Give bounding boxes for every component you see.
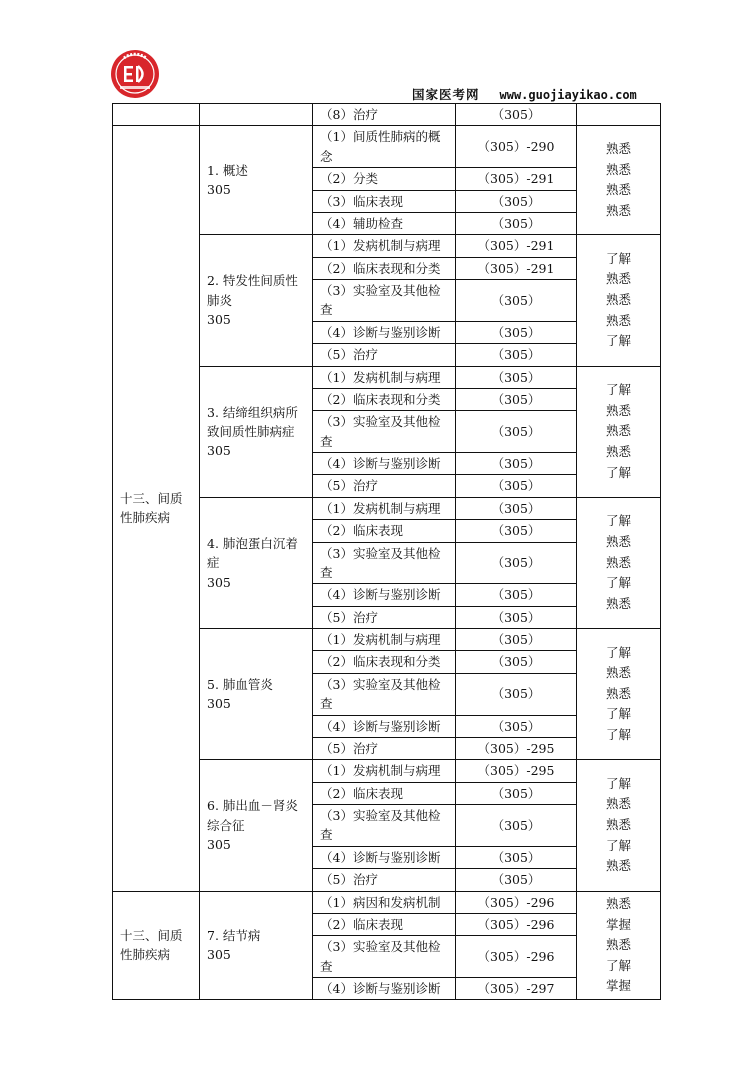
requirement-level: 熟悉 [605,292,631,308]
reference-cell: （305） [456,782,577,804]
unit-title: 十三、间质性肺疾病 [120,491,183,526]
topic-code: 305 [207,837,231,853]
requirement-level: 熟悉 [605,817,631,833]
subtopic-cell: （5）治疗 [313,737,456,759]
topic-cell [200,104,313,126]
subtopic-cell: （3）实验室及其他检查 [313,936,456,978]
reference-cell: （305） [456,715,577,737]
topic-cell [200,366,313,497]
reference-cell: （305） [456,805,577,847]
table-row [113,126,661,168]
requirement-level: 熟悉 [605,202,631,218]
subtopic-cell: （3）实验室及其他检查 [313,411,456,453]
syllabus-table [112,103,661,1000]
requirement-level: 了解 [605,250,631,266]
reference-cell: （305） [456,190,577,212]
topic-title: 5. 肺血管炎 [207,676,273,692]
requirement-level: 了解 [605,575,631,591]
topic-code: 305 [207,312,231,328]
requirement-level: 熟悉 [605,141,631,157]
topic-cell [200,126,313,235]
subtopic-cell: （2）分类 [313,168,456,190]
reference-cell: （305） [456,212,577,234]
requirement-level: 了解 [605,775,631,791]
requirement-level: 熟悉 [605,402,631,418]
topic-title: 3. 结缔组织病所致间质性肺病症 [207,404,298,439]
site-name: 国家医考网 [412,87,480,102]
requirement-level: 了解 [605,727,631,743]
requirement-level: 熟悉 [605,796,631,812]
unit-cell [113,891,200,1000]
subtopic-cell: （3）实验室及其他检查 [313,805,456,847]
requirement-level: 了解 [605,382,631,398]
requirement-level-cell [577,497,661,628]
subtopic-cell: （2）临床表现和分类 [313,257,456,279]
reference-cell: （305）-295 [456,760,577,782]
subtopic-cell: （3）实验室及其他检查 [313,280,456,322]
reference-cell: （305）-296 [456,891,577,913]
requirement-level: 熟悉 [605,271,631,287]
unit-title: 十三、间质性肺疾病 [120,928,183,963]
topic-code: 305 [207,574,231,590]
subtopic-cell: （1）发病机制与病理 [313,760,456,782]
requirement-level: 熟悉 [605,665,631,681]
subtopic-cell: （3）临床表现 [313,190,456,212]
topic-code: 305 [207,443,231,459]
unit-cell [113,104,200,126]
reference-cell: （305） [456,542,577,584]
requirement-level: 熟悉 [605,937,631,953]
requirement-level: 熟悉 [605,685,631,701]
topic-code: 305 [207,696,231,712]
requirement-level: 熟悉 [605,858,631,874]
topic-title: 1. 概述 [207,162,248,178]
subtopic-cell: （4）诊断与鉴别诊断 [313,453,456,475]
topic-cell [200,497,313,628]
topic-code: 305 [207,947,231,963]
subtopic-cell: （5）治疗 [313,344,456,366]
reference-cell: （305）-290 [456,126,577,168]
reference-cell: （305） [456,869,577,891]
requirement-level: 掌握 [605,916,631,932]
subtopic-cell: （3）实验室及其他检查 [313,542,456,584]
table-row [113,891,661,913]
subtopic-cell: （1）发病机制与病理 [313,366,456,388]
subtopic-cell: （4）诊断与鉴别诊断 [313,978,456,1000]
requirement-level: 熟悉 [605,423,631,439]
subtopic-cell: （5）治疗 [313,606,456,628]
requirement-level-cell [577,891,661,1000]
subtopic-cell: （1）发病机制与病理 [313,497,456,519]
subtopic-cell: （8）治疗 [313,104,456,126]
subtopic-cell: （4）辅助检查 [313,212,456,234]
reference-cell: （305） [456,388,577,410]
subtopic-cell: （2）临床表现 [313,913,456,935]
reference-cell: （305）-291 [456,257,577,279]
reference-cell: （305） [456,344,577,366]
reference-cell: （305） [456,520,577,542]
reference-cell: （305）-295 [456,737,577,759]
requirement-level: 熟悉 [605,554,631,570]
site-url[interactable]: www.guojiayikao.com [499,88,637,102]
reference-cell: （305） [456,651,577,673]
requirement-level: 熟悉 [605,161,631,177]
requirement-level-cell [577,126,661,235]
subtopic-cell: （2）临床表现 [313,782,456,804]
requirement-level: 了解 [605,513,631,529]
topic-cell [200,891,313,1000]
subtopic-cell: （2）临床表现和分类 [313,651,456,673]
topic-cell [200,629,313,760]
reference-cell: （305） [456,280,577,322]
subtopic-cell: （4）诊断与鉴别诊断 [313,715,456,737]
subtopic-cell: （4）诊断与鉴别诊断 [313,321,456,343]
reference-cell: （305） [456,584,577,606]
requirement-level: 熟悉 [605,895,631,911]
subtopic-cell: （1）发病机制与病理 [313,629,456,651]
subtopic-cell: （5）治疗 [313,475,456,497]
reference-cell: （305） [456,497,577,519]
reference-cell: （305） [456,606,577,628]
requirement-level: 熟悉 [605,533,631,549]
requirement-level: 了解 [605,464,631,480]
requirement-level-cell [577,629,661,760]
subtopic-cell: （1）发病机制与病理 [313,235,456,257]
topic-title: 2. 特发性间质性肺炎 [207,273,298,308]
reference-cell: （305） [456,846,577,868]
reference-cell: （305） [456,104,577,126]
requirement-level: 掌握 [605,978,631,994]
reference-cell: （305） [456,475,577,497]
requirement-level: 了解 [605,706,631,722]
reference-cell: （305）-297 [456,978,577,1000]
requirement-level-cell [577,366,661,497]
topic-title: 7. 结节病 [207,928,261,944]
site-logo-icon [110,49,160,99]
requirement-level: 熟悉 [605,595,631,611]
reference-cell: （305）-296 [456,913,577,935]
subtopic-cell: （2）临床表现 [313,520,456,542]
topic-title: 4. 肺泡蛋白沉着症 [207,535,298,571]
reference-cell: （305） [456,321,577,343]
requirement-level-cell [577,104,661,126]
reference-cell: （305）-291 [456,168,577,190]
requirement-level: 熟悉 [605,443,631,459]
reference-cell: （305） [456,453,577,475]
requirement-level-cell [577,760,661,891]
reference-cell: （305） [456,411,577,453]
requirement-level-cell [577,235,661,366]
reference-cell: （305） [456,673,577,715]
subtopic-cell: （1）病因和发病机制 [313,891,456,913]
topic-code: 305 [207,182,231,198]
subtopic-cell: （4）诊断与鉴别诊断 [313,846,456,868]
subtopic-cell: （5）治疗 [313,869,456,891]
table-row [113,104,661,126]
requirement-level: 了解 [605,333,631,349]
requirement-level: 熟悉 [605,312,631,328]
unit-cell [113,126,200,891]
topic-cell [200,760,313,891]
subtopic-cell: （1）间质性肺病的概念 [313,126,456,168]
subtopic-cell: （2）临床表现和分类 [313,388,456,410]
subtopic-cell: （4）诊断与鉴别诊断 [313,584,456,606]
site-header [412,85,637,103]
requirement-level: 了解 [605,837,631,853]
reference-cell: （305）-291 [456,235,577,257]
requirement-level: 了解 [605,957,631,973]
reference-cell: （305）-296 [456,936,577,978]
requirement-level: 熟悉 [605,182,631,198]
subtopic-cell: （3）实验室及其他检查 [313,673,456,715]
topic-cell [200,235,313,366]
reference-cell: （305） [456,366,577,388]
syllabus-table-body [113,104,661,1000]
requirement-level: 了解 [605,644,631,660]
topic-title: 6. 肺出血－肾炎综合征 [207,798,298,833]
reference-cell: （305） [456,629,577,651]
